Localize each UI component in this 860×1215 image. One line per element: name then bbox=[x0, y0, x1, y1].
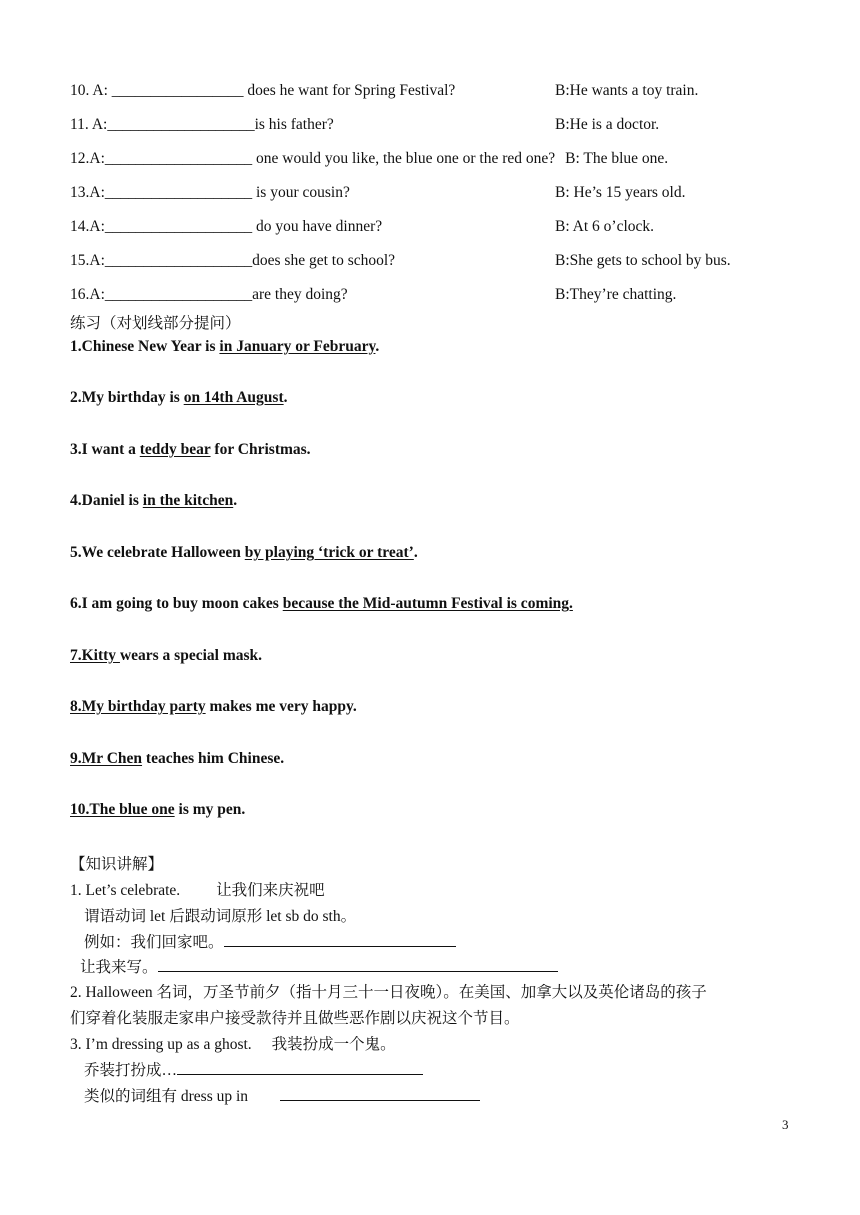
item3-english: 3. I’m dressing up as a ghost. bbox=[70, 1036, 252, 1053]
item1-example-2: 让我来写。 bbox=[80, 955, 558, 977]
underlined-part: because the Mid-autumn Festival is coming. bbox=[282, 595, 573, 612]
question-a: 12.A:___________________ one would you like, the blue one or the red one? bbox=[70, 150, 556, 167]
question-a: 13.A:___________________ is your cousin? bbox=[70, 184, 350, 201]
underlined-part: 9.Mr Chen bbox=[70, 750, 143, 767]
knowledge-item-2-line-1: 2. Halloween 名词，万圣节前夕（指十月三十一日夜晚）。在美国、加拿大以及英伦诸岛的孩子 bbox=[70, 984, 707, 1001]
exercise-1: 1.Chinese New Year is in January or February. bbox=[70, 338, 380, 355]
qa-row-15 bbox=[70, 252, 790, 274]
answer-blank bbox=[158, 957, 558, 972]
question-a: 11. A:___________________is his father? bbox=[70, 116, 334, 133]
answer-b: B:He is a doctor. bbox=[555, 116, 660, 133]
question-a: 14.A:___________________ do you have dinner? bbox=[70, 218, 383, 235]
exercise-9: 9.Mr Chen teaches him Chinese. bbox=[70, 750, 285, 767]
qa-row-14 bbox=[70, 218, 790, 240]
item1-example: 例如：我们回家吧。 bbox=[84, 930, 456, 952]
answer-b: B: The blue one. bbox=[565, 150, 669, 167]
underlined-part: 10.The blue one bbox=[70, 801, 175, 818]
exercise-8: 8.My birthday party makes me very happy. bbox=[70, 698, 357, 715]
item1-english: 1. Let’s celebrate. bbox=[70, 882, 181, 899]
underlined-part: on 14th August bbox=[183, 389, 284, 406]
qa-row-12 bbox=[70, 150, 790, 172]
underlined-part: teddy bear bbox=[139, 441, 211, 458]
item3-similar: 类似的词组有 dress up in bbox=[84, 1084, 480, 1106]
exercise-5: 5.We celebrate Halloween by playing ‘trick or treat’. bbox=[70, 544, 418, 561]
exercise-7: 7.Kitty wears a special mask. bbox=[70, 647, 263, 664]
underlined-part: 7.Kitty bbox=[70, 647, 120, 664]
qa-row-10 bbox=[70, 82, 790, 104]
knowledge-title: 【知识讲解】 bbox=[70, 856, 164, 873]
underlined-part: 8.My birthday party bbox=[70, 698, 206, 715]
page-number: 3 bbox=[782, 1117, 789, 1132]
answer-blank bbox=[280, 1086, 480, 1101]
item1-chinese: 让我们来庆祝吧 bbox=[216, 882, 325, 899]
answer-b: B: At 6 o’clock. bbox=[555, 218, 655, 235]
knowledge-item-3 bbox=[70, 1032, 396, 1054]
answer-blank bbox=[224, 932, 456, 947]
item1-note: 谓语动词 let 后跟动词原形 let sb do sth。 bbox=[84, 908, 357, 925]
item3-note: 乔装打扮成… bbox=[84, 1058, 423, 1080]
question-a: 15.A:___________________does she get to school? bbox=[70, 252, 396, 269]
exercise-4: 4.Daniel is in the kitchen. bbox=[70, 492, 238, 509]
question-a: 16.A:___________________are they doing? bbox=[70, 286, 348, 303]
answer-b: B: He’s 15 years old. bbox=[555, 184, 686, 201]
qa-row-13 bbox=[70, 184, 790, 206]
answer-b: B:She gets to school by bus. bbox=[555, 252, 731, 269]
knowledge-item-2-line-2: 们穿着化装服走家串户接受款待并且做些恶作剧以庆祝这个节目。 bbox=[70, 1010, 520, 1027]
underlined-part: by playing ‘trick or treat’ bbox=[244, 544, 414, 561]
qa-row-11 bbox=[70, 116, 790, 138]
item3-chinese: 我装扮成一个鬼。 bbox=[271, 1036, 396, 1053]
practice-title: 练习（对划线部分提问） bbox=[70, 315, 241, 332]
underlined-part: in the kitchen bbox=[142, 492, 234, 509]
question-a: 10. A: _________________ does he want for Spring Festival? bbox=[70, 82, 456, 99]
exercise-3: 3.I want a teddy bear for Christmas. bbox=[70, 441, 311, 458]
underlined-part: in January or February bbox=[219, 338, 376, 355]
answer-blank bbox=[177, 1060, 423, 1075]
answer-b: B:They’re chatting. bbox=[555, 286, 677, 303]
exercise-6: 6.I am going to buy moon cakes because the Mid-autumn Festival is coming. bbox=[70, 595, 573, 612]
exercise-2: 2.My birthday is on 14th August. bbox=[70, 389, 288, 406]
qa-row-16 bbox=[70, 286, 790, 308]
knowledge-item-1 bbox=[70, 878, 325, 900]
exercise-10: 10.The blue one is my pen. bbox=[70, 801, 246, 818]
answer-b: B:He wants a toy train. bbox=[555, 82, 699, 99]
